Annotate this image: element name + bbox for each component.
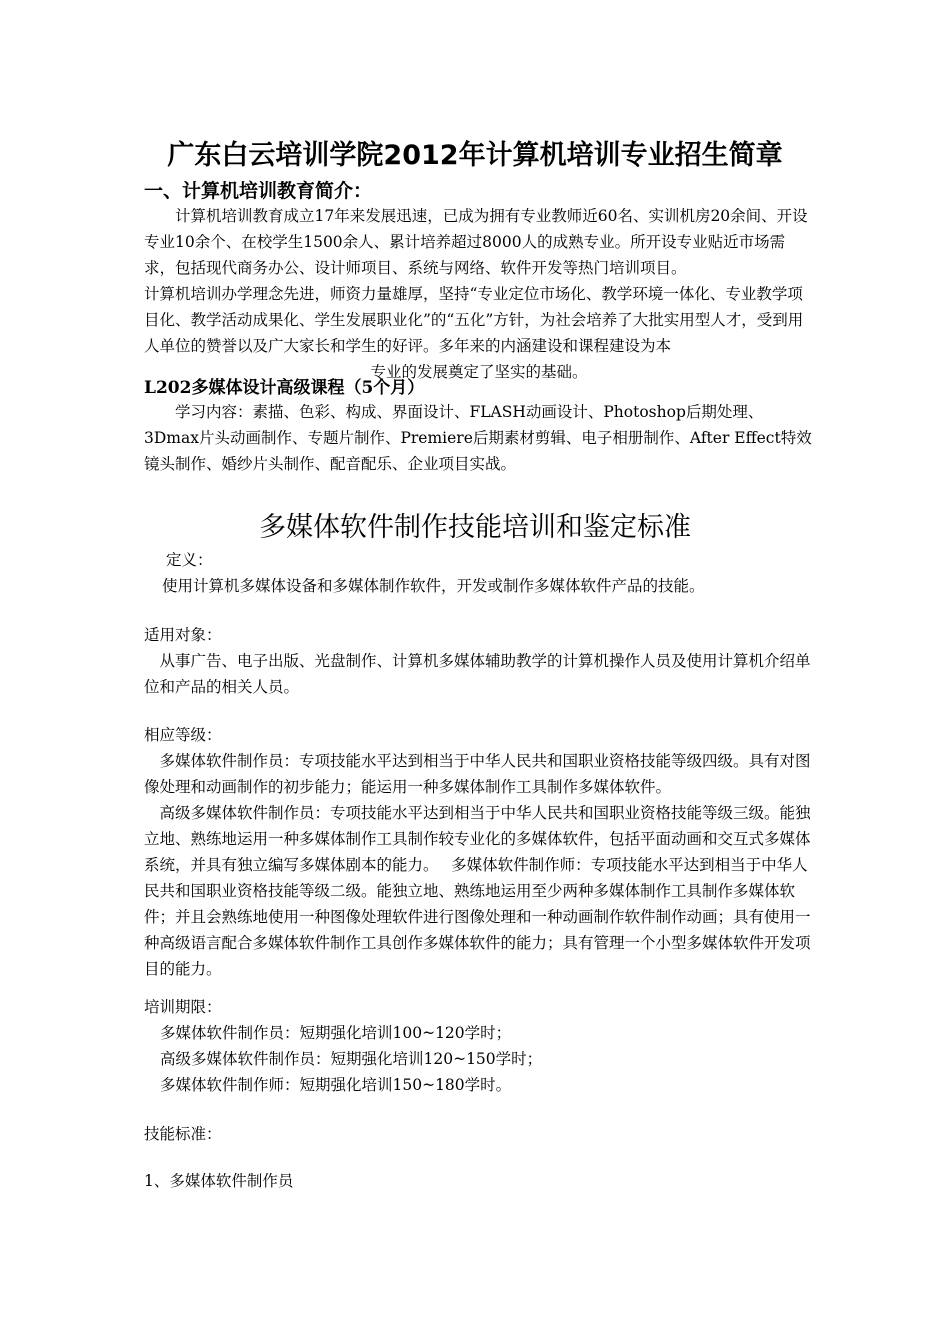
period-item: 多媒体软件制作员：短期强化培训100~120学时； [160,1024,512,1042]
definition-label: 定义： [166,551,213,569]
skill-label: 技能标准： [144,1125,222,1143]
course-block [144,399,814,477]
level-paragraph-2: 高级多媒体软件制作员：专项技能水平达到相当于中华人民共和国职业资格技能等级三级。能独立地、熟练地运用一种多媒体制作工具制作较专业化的多媒体软件，包括平面动画和交互式多媒体系统，并具有独立编写多媒体剧本的能力。 多媒体软件制作师：专项技能水平达到相当于中华人民共和国职业资格技能等级二级。能独立地、熟练地运用至少两种多媒体制作工具制作多媒体软件；并且会熟练地使用一种图像处理软件进行图像处理和一种动画制作软件制作动画；具有使用一种高级语言配合多媒体软件制作工具创作多媒体软件的能力；具有管理一个小型多媒体软件开发项目的能力。 [144,804,811,978]
period-label: 培训期限： [144,998,222,1016]
target-block [144,622,814,700]
skill-item-block [144,1168,814,1194]
level-block [144,722,814,982]
level-paragraph-1: 多媒体软件制作员：专项技能水平达到相当于中华人民共和国职业资格技能等级四级。具有对图像处理和动画制作的初步能力；能运用一种多媒体制作工具制作多媒体软件。 [144,752,811,796]
intro-paragraph-2: 计算机培训办学理念先进，师资力量雄厚，坚持“专业定位市场化、教学环境一体化、专业教学项目化、教学活动成果化、学生发展职业化”的“五化”方针，为社会培养了大批实用型人才，受到用人单位的赞誉以及广大家长和学生的好评。多年来的内涵建设和课程建设为本 [144,285,804,355]
document-title: 广东白云培训学院2012年计算机培训专业招生简章 [167,140,783,171]
period-item: 高级多媒体软件制作员：短期强化培训120~150学时； [160,1050,543,1068]
definition-block [144,547,814,599]
course-heading: L202多媒体设计高级课程（5个月） [144,378,425,398]
target-label: 适用对象： [144,626,222,644]
intro-block [144,203,814,385]
intro-paragraph-2-tail: 专业的发展奠定了坚实的基础。 [370,363,588,381]
skill-item-1: 1、多媒体软件制作员 [144,1172,294,1190]
definition-text: 使用计算机多媒体设备和多媒体制作软件，开发或制作多媒体软件产品的技能。 [162,577,705,595]
skill-label-block [144,1121,814,1147]
section-heading-intro: 一、计算机培训教育简介： [144,180,373,202]
period-block [144,994,814,1098]
course-content: 学习内容：素描、色彩、构成、界面设计、FLASH动画设计、Photoshop后期处理、3Dmax片头动画制作、专题片制作、Premiere后期素材剪辑、电子相册制作、After Effect特效镜头制作、婚纱片头制作、配音配乐、企业项目实战。 [144,403,812,473]
standard-title: 多媒体软件制作技能培训和鉴定标准 [259,512,691,543]
target-text: 从事广告、电子出版、光盘制作、计算机多媒体辅助教学的计算机操作人员及使用计算机介绍单位和产品的相关人员。 [144,652,811,696]
level-label: 相应等级： [144,726,222,744]
period-item: 多媒体软件制作师：短期强化培训150~180学时。 [160,1076,512,1094]
intro-paragraph-1: 计算机培训教育成立17年来发展迅速，已成为拥有专业教师近60名、实训机房20余间、开设专业10余个、在校学生1500余人、累计培养超过8000人的成熟专业。所开设专业贴近市场需求，包括现代商务办公、设计师项目、系统与网络、软件开发等热门培训项目。 [144,207,808,277]
